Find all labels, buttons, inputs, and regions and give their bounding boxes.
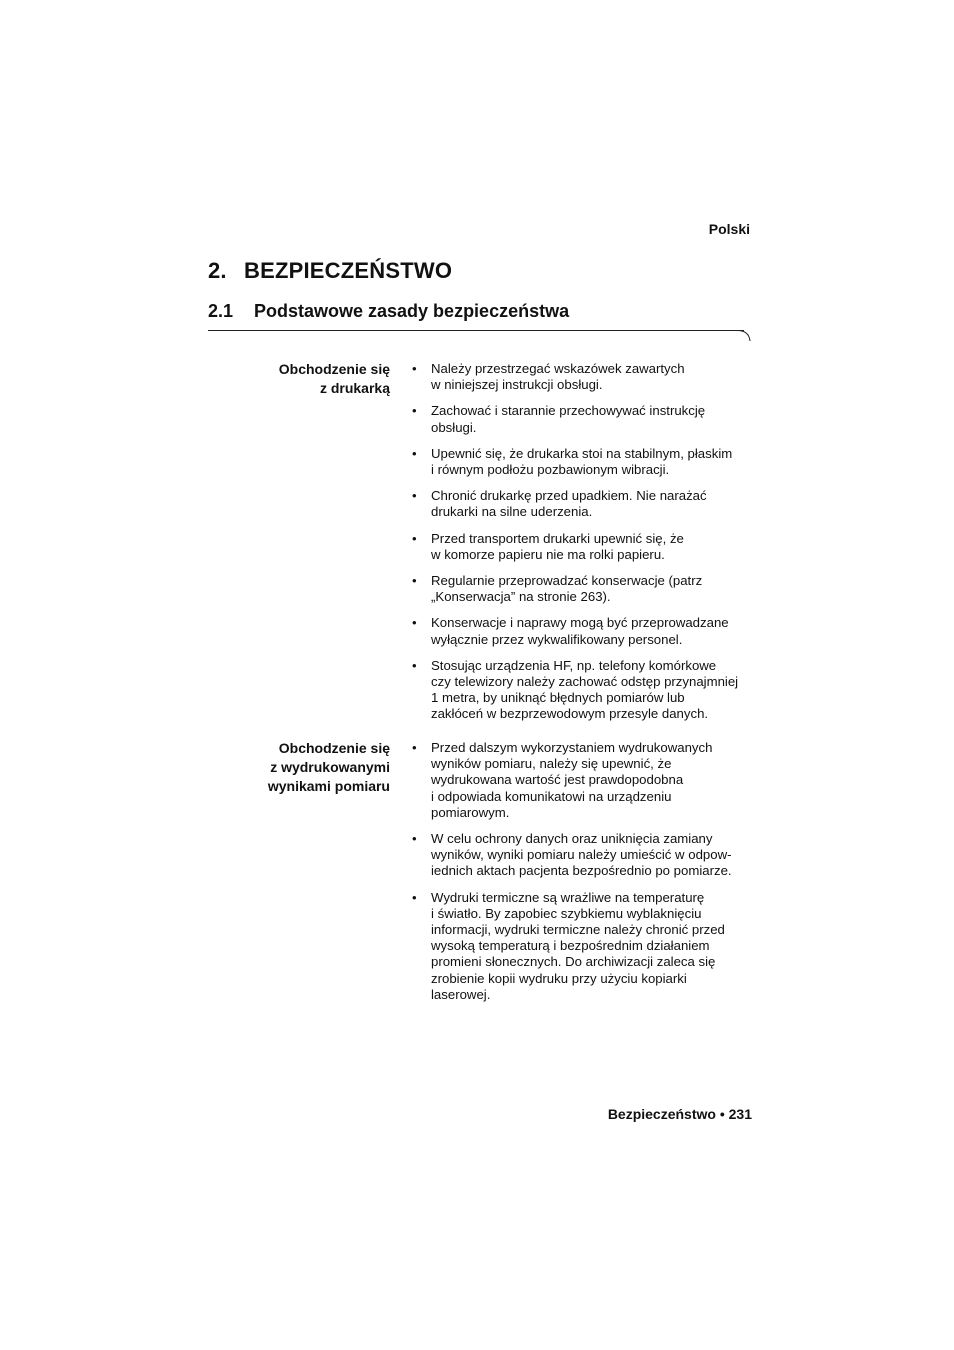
list-item [412, 531, 758, 563]
section-divider [208, 330, 744, 331]
list-item [412, 740, 758, 821]
list-line: obsługi. [431, 419, 477, 435]
list-line: wyników pomiaru, należy się upewnić, że [431, 756, 672, 772]
list-line: 1 metra, by uniknąć błędnych pomiarów lub [431, 690, 685, 706]
list-item [412, 403, 758, 435]
list-line: zrobienie kopii wydruku przy użyciu kopiarki [431, 970, 687, 986]
list-line: Stosując urządzenia HF, np. telefony komórkowe [431, 657, 717, 673]
block-label-line: z wydrukowanymi [270, 759, 390, 775]
list-line: Upewnić się, że drukarka stoi na stabilnym, płaskim [431, 445, 733, 461]
list-line: Konserwacje i naprawy mogą być przeprowadzane [431, 615, 729, 631]
bullet-icon: • [412, 573, 417, 589]
list-line: Wydruki termiczne są wrażliwe na temperaturę [431, 889, 705, 905]
list-item [412, 615, 758, 647]
list-line: Przed dalszym wykorzystaniem wydrukowanych [431, 740, 713, 755]
bullet-list-printouts [412, 740, 758, 1013]
block-label-line: Obchodzenie się [278, 740, 390, 756]
bullet-icon: • [412, 488, 417, 504]
list-line: wyłącznie przez wykwalifikowany personel. [431, 631, 683, 647]
list-item [412, 890, 758, 1003]
list-line: Należy przestrzegać wskazówek zawartych [431, 361, 685, 376]
divider-corner [737, 330, 751, 342]
block-label-printouts [200, 739, 390, 796]
list-line: drukarki na silne uderzenia. [431, 504, 593, 520]
list-item [412, 446, 758, 478]
bullet-icon: • [412, 445, 417, 461]
section-number: 2.1 [208, 301, 234, 321]
list-line: wyników, wyniki pomiaru należy umieścić w odpow- [431, 847, 732, 863]
bullet-list-printer [412, 361, 758, 733]
list-line: Przed transportem drukarki upewnić się, że [431, 530, 684, 546]
list-line: laserowej. [431, 986, 491, 1002]
block-label-line: wynikami pomiaru [267, 778, 390, 794]
block-label-line: Obchodzenie się [278, 361, 390, 377]
section-title: Podstawowe zasady bezpieczeństwa [254, 301, 570, 321]
list-item [412, 658, 758, 723]
language-label: Polski [708, 221, 750, 237]
list-line: „Konserwacja” na stronie 263). [431, 589, 611, 605]
list-line: promieni słonecznych. Do archiwizacji zaleca się [431, 954, 716, 970]
chapter-number: 2. [208, 258, 227, 283]
list-item [412, 361, 758, 393]
list-line: zakłóceń w bezprzewodowym przesyle danych. [431, 706, 709, 722]
list-line: Zachować i starannie przechowywać instrukcję [431, 403, 706, 419]
list-line: Chronić drukarkę przed upadkiem. Nie narażać [431, 488, 707, 504]
block-label-printer [200, 360, 390, 398]
section-heading [208, 301, 569, 322]
bullet-icon: • [412, 403, 417, 419]
list-item [412, 488, 758, 520]
list-line: iednich aktach pacjenta bezpośrednio po pomiarze. [431, 863, 732, 879]
bullet-icon: • [412, 831, 417, 847]
bullet-icon: • [412, 657, 417, 673]
bullet-icon: • [412, 740, 417, 755]
list-line: wysoką temperaturą i bezpośrednim działaniem [431, 938, 710, 954]
bullet-icon: • [412, 530, 417, 546]
list-line: informacji, wydruki termiczne należy chronić przed [431, 922, 725, 938]
bullet-icon: • [412, 615, 417, 631]
list-line: i światło. By zapobiec szybkiemu wyblaknięciu [431, 905, 702, 921]
bullet-icon: • [412, 361, 417, 376]
list-line: Regularnie przeprowadzać konserwacje (patrz [431, 573, 703, 589]
list-line: czy telewizory należy zachować odstęp przynajmniej [431, 674, 739, 690]
list-line: pomiarowym. [431, 804, 510, 820]
list-line: w komorze papieru nie ma rolki papieru. [431, 546, 665, 562]
list-item [412, 573, 758, 605]
list-item [412, 831, 758, 880]
list-line: i równym podłożu pozbawionym wibracji. [431, 462, 670, 478]
chapter-title: BEZPIECZEŃSTWO [244, 258, 453, 283]
list-line: wydrukowana wartość jest prawdopodobna [431, 772, 684, 788]
list-line: W celu ochrony danych oraz uniknięcia zamiany [431, 831, 713, 847]
bullet-icon: • [412, 889, 417, 905]
block-label-line: z drukarką [319, 380, 390, 396]
list-line: i odpowiada komunikatowi na urządzeniu [431, 788, 672, 804]
list-line: w niniejszej instrukcji obsługi. [431, 377, 603, 393]
chapter-heading [208, 258, 452, 284]
page-footer: Bezpieczeństwo • 231 [607, 1106, 752, 1122]
